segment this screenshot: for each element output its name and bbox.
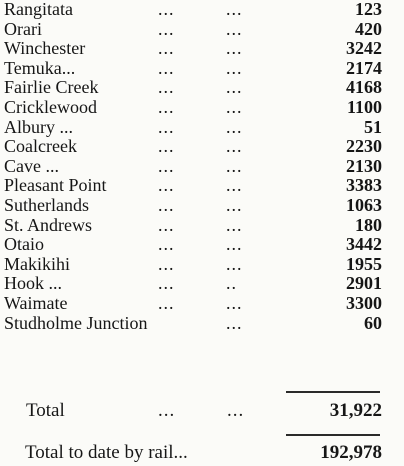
table-row [0, 118, 404, 138]
table-row [0, 235, 404, 255]
station-value: 3300 [346, 292, 382, 313]
leader-dots: ... [227, 400, 245, 421]
leader-dots: .. [226, 273, 237, 294]
leader-dots: ... [158, 273, 175, 294]
leader-dots: ... [226, 38, 243, 59]
table-row [0, 255, 404, 275]
station-name: Orari [4, 18, 42, 39]
sum-rule [286, 434, 380, 436]
leader-dots: ... [226, 253, 243, 274]
station-name: Winchester [4, 38, 86, 59]
leader-dots: ... [226, 136, 243, 157]
station-name: Temuka... [4, 57, 76, 78]
leader-dots: ... [226, 96, 243, 117]
total-row [0, 396, 404, 426]
station-value: 1100 [346, 96, 382, 117]
leader-dots: ... [158, 18, 175, 39]
station-name: Albury ... [4, 116, 73, 137]
station-value: 1063 [346, 194, 382, 215]
station-name: Makikihi [4, 253, 70, 274]
station-name: Hook ... [4, 273, 62, 294]
leader-dots: ... [158, 400, 176, 421]
leader-dots: ... [158, 194, 175, 215]
table-row [0, 78, 404, 98]
leader-dots: ... [226, 214, 243, 235]
leader-dots: ... [226, 116, 243, 137]
station-value: 2230 [346, 136, 382, 157]
station-name: Sutherlands [4, 194, 89, 215]
table-row [0, 176, 404, 196]
station-value: 2901 [346, 273, 382, 294]
total-value: 31,922 [329, 400, 382, 421]
table-row [0, 137, 404, 157]
table-row [0, 0, 404, 20]
leader-dots: ... [226, 155, 243, 176]
leader-dots: ... [226, 18, 243, 39]
station-name: Cave ... [4, 155, 59, 176]
station-value: 60 [364, 312, 382, 333]
table-row [0, 314, 404, 334]
table-row [0, 294, 404, 314]
station-name: Studholme Junction [4, 312, 148, 333]
station-value: 1955 [346, 253, 382, 274]
leader-dots: ... [158, 96, 175, 117]
table-row [0, 39, 404, 59]
leader-dots: ... [226, 175, 243, 196]
station-value: 3383 [346, 175, 382, 196]
leader-dots: ... [158, 214, 175, 235]
table-row [0, 216, 404, 236]
station-name: Waimate [4, 292, 68, 313]
leader-dots: ... [158, 0, 175, 19]
table-row [0, 98, 404, 118]
station-name: Rangitata [4, 0, 73, 19]
leader-dots: ... [158, 175, 175, 196]
station-value: 4168 [346, 77, 382, 98]
leader-dots: ... [158, 77, 175, 98]
leader-dots: ... [226, 0, 243, 19]
leader-dots: ... [158, 136, 175, 157]
station-name: Coalcreek [4, 136, 77, 157]
station-name: Pleasant Point [4, 175, 107, 196]
grand-total-label: Total to date by rail... [25, 442, 188, 463]
station-name: Otaio [4, 234, 44, 255]
sum-rule [286, 391, 380, 393]
leader-dots: ... [226, 292, 243, 313]
leader-dots: ... [158, 57, 175, 78]
leader-dots: ... [226, 57, 243, 78]
leader-dots: ... [226, 77, 243, 98]
station-name: St. Andrews [4, 214, 93, 235]
leader-dots: ... [158, 38, 175, 59]
leader-dots: ... [158, 253, 175, 274]
station-name: Cricklewood [4, 96, 97, 117]
table-row [0, 274, 404, 294]
total-label: Total [26, 400, 65, 421]
table-row [0, 20, 404, 40]
leader-dots: ... [226, 194, 243, 215]
grand-total-row [0, 440, 404, 466]
table-row [0, 157, 404, 177]
station-value: 2130 [346, 155, 382, 176]
station-value: 2174 [346, 57, 382, 78]
grand-total-value: 192,978 [320, 442, 382, 463]
leader-dots: ... [226, 234, 243, 255]
leader-dots: ... [158, 234, 175, 255]
station-value: 420 [355, 18, 382, 39]
station-value: 3442 [346, 234, 382, 255]
leader-dots: ... [158, 292, 175, 313]
station-value: 51 [364, 116, 382, 137]
leader-dots: ... [158, 116, 175, 137]
station-value: 180 [355, 214, 382, 235]
station-name: Fairlie Creek [4, 77, 99, 98]
leader-dots: ... [158, 155, 175, 176]
table-row [0, 196, 404, 216]
station-value: 123 [355, 0, 382, 19]
table-row [0, 59, 404, 79]
leader-dots: ... [226, 312, 243, 333]
station-value: 3242 [346, 38, 382, 59]
